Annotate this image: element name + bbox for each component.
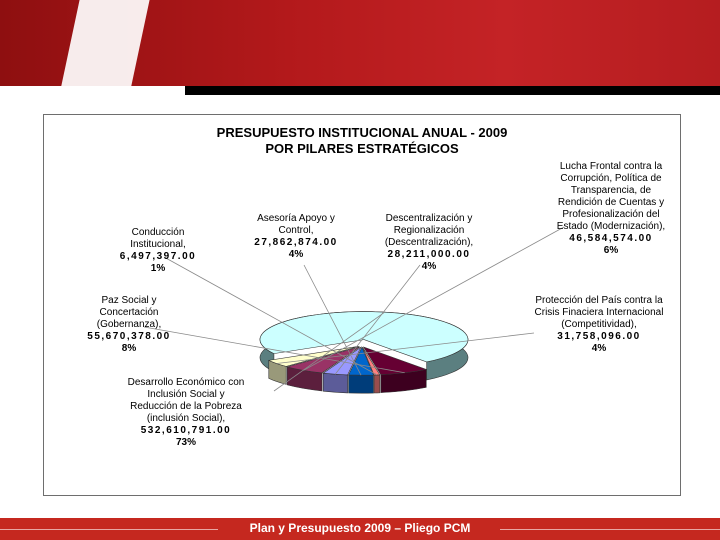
slice-label-descentralizacion <box>370 213 488 273</box>
pie-slice-side <box>349 375 374 393</box>
slice-name: Protección del País contra la Crisis Finaciera Internacional (Competitividad), <box>534 295 664 330</box>
slice-label-conduccion <box>110 227 206 275</box>
slice-name: Paz Social y Concertación (Gobernanza), <box>96 295 162 330</box>
slice-percent: 73% <box>175 437 196 448</box>
slice-value: 6,497,397.00 <box>119 251 197 262</box>
slice-value: 28,211,000.00 <box>387 249 471 260</box>
slice-name: Descentralización y Regionalización (Descentralización), <box>384 213 474 248</box>
chart-subtitle: POR PILARES ESTRATÉGICOS <box>265 141 459 156</box>
slice-name: Conducción Institucional, <box>130 227 186 250</box>
slice-value: 46,584,574.00 <box>569 233 653 244</box>
header-black-bar <box>185 86 720 95</box>
slice-value: 27,862,874.00 <box>254 237 338 248</box>
slice-label-paz-social <box>74 295 184 355</box>
slice-percent: 6% <box>603 245 619 256</box>
slice-label-asesoria <box>242 213 350 261</box>
slice-percent: 4% <box>591 343 607 354</box>
slice-name: Lucha Frontal contra la Corrupción, Política de Transparencia, de Rendición de Cuentas y Profesionalización del Estado (Modernización), <box>556 161 666 232</box>
pie-slice-side <box>323 373 347 393</box>
slice-name: Asesoría Apoyo y Control, <box>257 213 335 236</box>
slice-label-proteccion <box>534 295 664 355</box>
footer-title: Plan y Presupuesto 2009 – Pliego PCM <box>249 521 471 535</box>
pie-slice-side <box>374 375 380 393</box>
chart-frame <box>43 114 681 496</box>
footer-bar <box>0 518 720 540</box>
slice-value: 532,610,791.00 <box>140 425 232 436</box>
slice-value: 31,758,096.00 <box>557 331 641 342</box>
slice-percent: 4% <box>421 261 437 272</box>
slice-value: 55,670,378.00 <box>87 331 171 342</box>
slice-percent: 4% <box>288 249 304 260</box>
header-banner <box>0 0 720 95</box>
slice-percent: 8% <box>121 343 137 354</box>
slice-name: Desarrollo Económico con Inclusión Social y Reducción de la Pobreza (inclusión Social), <box>127 377 245 424</box>
slice-percent: 1% <box>150 263 166 274</box>
slice-label-lucha <box>550 161 672 257</box>
slice-label-desarrollo <box>124 377 248 449</box>
chart-title: PRESUPUESTO INSTITUCIONAL ANUAL - 2009 <box>216 125 508 140</box>
